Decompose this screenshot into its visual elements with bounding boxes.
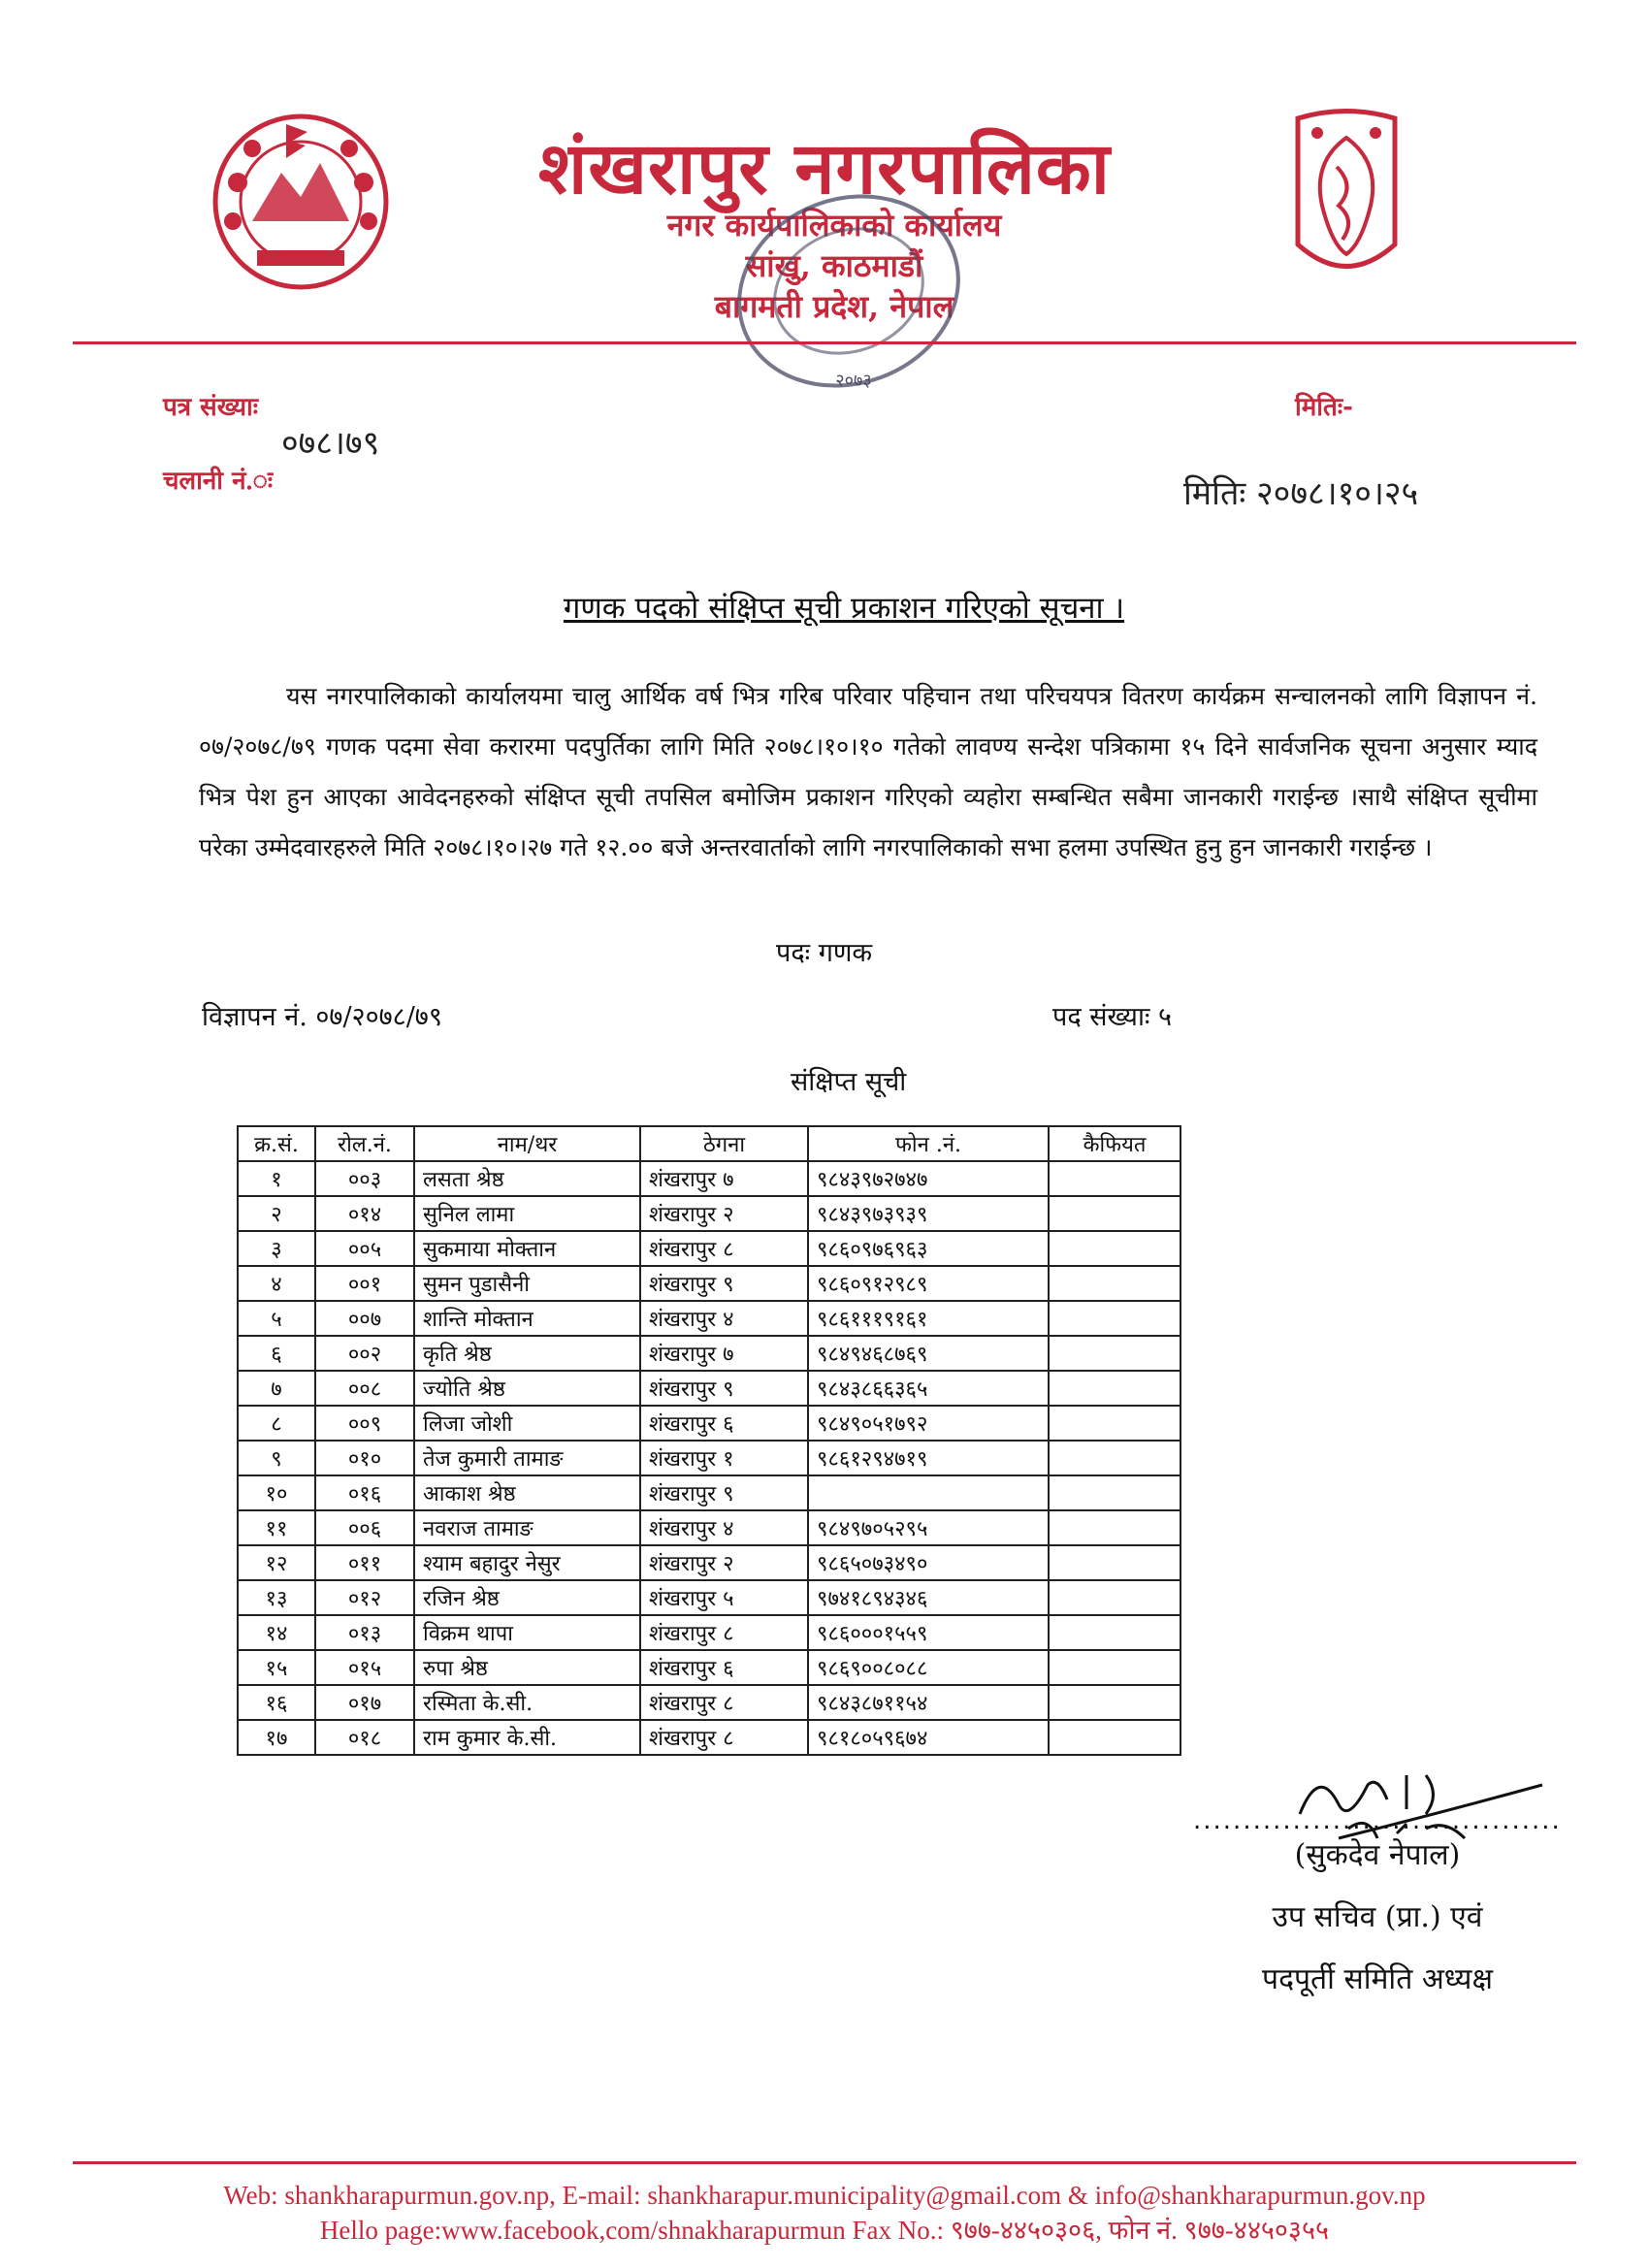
signatory-committee: पदपूर्ती समिति अध्यक्ष (1262, 1962, 1493, 1996)
address-cell: शंखरापुर ६ (640, 1406, 808, 1441)
signatory-name: (सुकदेव नेपाल) (1294, 1838, 1461, 1872)
roll-cell: ००२ (315, 1336, 414, 1371)
signatory-title: उप सचिव (प्रा.) एवं (1272, 1900, 1483, 1934)
patra-value: ०७८।७९ (281, 424, 380, 463)
phone-cell: ९८६०९७६९६३ (808, 1231, 1049, 1266)
col-address-header: ठेगना (640, 1126, 808, 1161)
roll-cell: ००५ (315, 1231, 414, 1266)
municipality-name: शंखरापुर नगरपालिका (538, 127, 1111, 211)
miti-label: मितिः- (1295, 393, 1353, 422)
table-row (238, 1720, 1180, 1755)
remarks-cell (1049, 1161, 1180, 1196)
address-cell: शंखरापुर ५ (640, 1580, 808, 1615)
remarks-cell (1049, 1720, 1180, 1755)
serial-cell: २ (238, 1196, 315, 1231)
remarks-cell (1049, 1615, 1180, 1650)
name-cell: सुमन पुडासैनी (414, 1266, 640, 1301)
serial-cell: १३ (238, 1580, 315, 1615)
list-title: संक्षिप्त सूची (791, 1067, 907, 1097)
phone-cell: ९८१८०५९६७४ (808, 1720, 1049, 1755)
remarks-cell (1049, 1336, 1180, 1371)
serial-cell: १६ (238, 1685, 315, 1720)
remarks-cell (1049, 1650, 1180, 1685)
footer-contact (0, 2178, 1649, 2248)
serial-cell: १४ (238, 1615, 315, 1650)
roll-cell: ०१५ (315, 1650, 414, 1685)
serial-cell: १ (238, 1161, 315, 1196)
serial-cell: १० (238, 1475, 315, 1510)
table-row (238, 1336, 1180, 1371)
table-row (238, 1441, 1180, 1475)
table-row (238, 1475, 1180, 1510)
name-cell: रजिन श्रेष्ठ (414, 1580, 640, 1615)
serial-cell: १२ (238, 1545, 315, 1580)
remarks-cell (1049, 1371, 1180, 1406)
table-row (238, 1615, 1180, 1650)
address-cell: शंखरापुर ९ (640, 1475, 808, 1510)
address-cell: शंखरापुर ४ (640, 1510, 808, 1545)
name-cell: नवराज तामाङ (414, 1510, 640, 1545)
remarks-cell (1049, 1475, 1180, 1510)
phone-cell: ९७४१८९४३४६ (808, 1580, 1049, 1615)
roll-cell: ०१० (315, 1441, 414, 1475)
phone-cell: ९८४९४६८७६९ (808, 1336, 1049, 1371)
name-cell: लिजा जोशी (414, 1406, 640, 1441)
address-cell: शंखरापुर ८ (640, 1720, 808, 1755)
footer-line-web: Web: shankharapurmun.gov.np, E-mail: shankharapur.municipality@gmail.com & info@shankharapurmun.gov.np (223, 2181, 1426, 2210)
serial-cell: ६ (238, 1336, 315, 1371)
phone-cell: ९८६१११९१६१ (808, 1301, 1049, 1336)
post-count: पद संख्याः ५ (1052, 1002, 1173, 1032)
roll-cell: ००७ (315, 1301, 414, 1336)
table-row (238, 1545, 1180, 1580)
advert-number: विज्ञापन नं. ०७/२०७८/७९ (202, 1002, 442, 1032)
serial-cell: ९ (238, 1441, 315, 1475)
chalani-label: चलानी नं.ः (163, 467, 274, 496)
table-row (238, 1196, 1180, 1231)
footer-divider (73, 2161, 1576, 2164)
name-cell: सुनिल लामा (414, 1196, 640, 1231)
col-remarks-header: कैफियत (1049, 1126, 1180, 1161)
col-phone-header: फोन .नं. (808, 1126, 1049, 1161)
phone-cell: ९८४३८६६३६५ (808, 1371, 1049, 1406)
table-header-row (238, 1126, 1180, 1161)
roll-cell: ००३ (315, 1161, 414, 1196)
remarks-cell (1049, 1685, 1180, 1720)
remarks-cell (1049, 1301, 1180, 1336)
table-row (238, 1650, 1180, 1685)
serial-cell: ४ (238, 1266, 315, 1301)
table-row (238, 1301, 1180, 1336)
office-stamp (723, 184, 975, 398)
office-province: बागमती प्रदेश, नेपाल (714, 288, 954, 325)
roll-cell: ०१३ (315, 1615, 414, 1650)
phone-cell (808, 1475, 1049, 1510)
roll-cell: ००१ (315, 1266, 414, 1301)
roll-cell: ०१४ (315, 1196, 414, 1231)
table-row (238, 1510, 1180, 1545)
address-cell: शंखरापुर ९ (640, 1371, 808, 1406)
roll-cell: ०११ (315, 1545, 414, 1580)
office-name: नगर कार्यपालिकाको कार्यालय (666, 207, 1002, 243)
phone-cell: ९८४३८७११५४ (808, 1685, 1049, 1720)
post-heading: पदः गणक (776, 938, 873, 968)
name-cell: विक्रम थापा (414, 1615, 640, 1650)
name-cell: लसता श्रेष्ठ (414, 1161, 640, 1196)
conch-shell-logo-icon (1278, 109, 1414, 293)
roll-cell: ०१७ (315, 1685, 414, 1720)
address-cell: शंखरापुर ७ (640, 1161, 808, 1196)
address-cell: शंखरापुर ७ (640, 1336, 808, 1371)
serial-cell: १७ (238, 1720, 315, 1755)
serial-cell: ५ (238, 1301, 315, 1336)
serial-cell: १५ (238, 1650, 315, 1685)
phone-cell: ९८४९७०५२९५ (808, 1510, 1049, 1545)
remarks-cell (1049, 1510, 1180, 1545)
name-cell: रस्मिता के.सी. (414, 1685, 640, 1720)
phone-cell: ९८४९०५१७९२ (808, 1406, 1049, 1441)
address-cell: शंखरापुर ८ (640, 1231, 808, 1266)
address-cell: शंखरापुर १ (640, 1441, 808, 1475)
signature-line: ..................................... (1193, 1806, 1562, 1835)
remarks-cell (1049, 1441, 1180, 1475)
roll-cell: ००६ (315, 1510, 414, 1545)
table-row (238, 1406, 1180, 1441)
phone-cell: ९८६५०७३४९० (808, 1545, 1049, 1580)
roll-cell: ०१६ (315, 1475, 414, 1510)
serial-cell: ७ (238, 1371, 315, 1406)
remarks-cell (1049, 1196, 1180, 1231)
notice-title: गणक पदको संक्षिप्त सूची प्रकाशन गरिएको सूचना । (563, 591, 1125, 626)
table-row (238, 1580, 1180, 1615)
table-row (238, 1685, 1180, 1720)
shortlist-table (237, 1125, 1181, 1756)
address-cell: शंखरापुर ८ (640, 1615, 808, 1650)
phone-cell: ९८६९००८०८८ (808, 1650, 1049, 1685)
phone-cell: ९८६०९१२९८९ (808, 1266, 1049, 1301)
address-cell: शंखरापुर ६ (640, 1650, 808, 1685)
name-cell: ज्योति श्रेष्ठ (414, 1371, 640, 1406)
name-cell: राम कुमार के.सी. (414, 1720, 640, 1755)
table-row (238, 1231, 1180, 1266)
name-cell: श्याम बहादुर नेसुर (414, 1545, 640, 1580)
roll-cell: ००८ (315, 1371, 414, 1406)
name-cell: शान्ति मोक्तान (414, 1301, 640, 1336)
phone-cell: ९८४३९७३९३९ (808, 1196, 1049, 1231)
address-cell: शंखरापुर २ (640, 1545, 808, 1580)
table-row (238, 1161, 1180, 1196)
table-row (238, 1266, 1180, 1301)
address-cell: शंखरापुर ८ (640, 1685, 808, 1720)
name-cell: सुकमाया मोक्तान (414, 1231, 640, 1266)
col-name-header: नाम/थर (414, 1126, 640, 1161)
patra-label: पत्र संख्याः (163, 393, 259, 422)
office-location: सांखु, काठमाडौं (745, 247, 923, 284)
serial-cell: ८ (238, 1406, 315, 1441)
phone-cell: ९८६०००१५५९ (808, 1615, 1049, 1650)
name-cell: रुपा श्रेष्ठ (414, 1650, 640, 1685)
col-serial-header: क्र.सं. (238, 1126, 315, 1161)
roll-cell: ००९ (315, 1406, 414, 1441)
phone-cell: ९८६१२९४७१९ (808, 1441, 1049, 1475)
address-cell: शंखरापुर ४ (640, 1301, 808, 1336)
remarks-cell (1049, 1545, 1180, 1580)
name-cell: आकाश श्रेष्ठ (414, 1475, 640, 1510)
roll-cell: ०१२ (315, 1580, 414, 1615)
notice-body: यस नगरपालिकाको कार्यालयमा चालु आर्थिक वर्ष भित्र गरिब परिवार पहिचान तथा परिचयपत्र वितरण कार्यक्रम सन्चालनको लागि विज्ञापन नं. ०७/२०७८/७९ गणक पदमा सेवा करारमा पदपुर्तिका लागि मिति २०७८।१०।१० गतेको लावण्य सन्देश पत्रिकामा १५ दिने सार्वजनिक सूचना अनुसार म्याद भित्र पेश हुन आएका आवेदनहरुको संक्षिप्त सूची तपसिल बमोजिम प्रकाशन गरिएको व्यहोरा सम्बन्धित सबैमा जानकारी गराईन्छ ।साथै संक्षिप्त सूचीमा परेका उम्मेदवारहरुले मिति २०७८।१०।२७ गते १२.०० बजे अन्तरवार्ताको लागि नगरपालिकाको सभा हलमा उपस्थित हुनु हुन जानकारी गराईन्छ । (199, 682, 1537, 861)
miti-value: मितिः २०७८।१०।२५ (1183, 474, 1419, 513)
name-cell: कृति श्रेष्ठ (414, 1336, 640, 1371)
roll-cell: ०१८ (315, 1720, 414, 1755)
nepal-coat-of-arms-emblem-icon (199, 105, 403, 299)
table-body (238, 1161, 1180, 1755)
table-row (238, 1371, 1180, 1406)
header-divider (73, 341, 1576, 344)
remarks-cell (1049, 1231, 1180, 1266)
stamp-year: २०७३ (835, 371, 872, 391)
name-cell: तेज कुमारी तामाङ (414, 1441, 640, 1475)
serial-cell: ११ (238, 1510, 315, 1545)
remarks-cell (1049, 1266, 1180, 1301)
serial-cell: ३ (238, 1231, 315, 1266)
remarks-cell (1049, 1580, 1180, 1615)
col-roll-header: रोल.नं. (315, 1126, 414, 1161)
phone-cell: ९८४३९७२७४७ (808, 1161, 1049, 1196)
address-cell: शंखरापुर ९ (640, 1266, 808, 1301)
remarks-cell (1049, 1406, 1180, 1441)
address-cell: शंखरापुर २ (640, 1196, 808, 1231)
footer-line-fax: Hello page:www.facebook,com/shnakharapurmun Fax No.: ९७७-४४५०३०६, फोन नं. ९७७-४४५०३५५ (319, 2216, 1330, 2245)
